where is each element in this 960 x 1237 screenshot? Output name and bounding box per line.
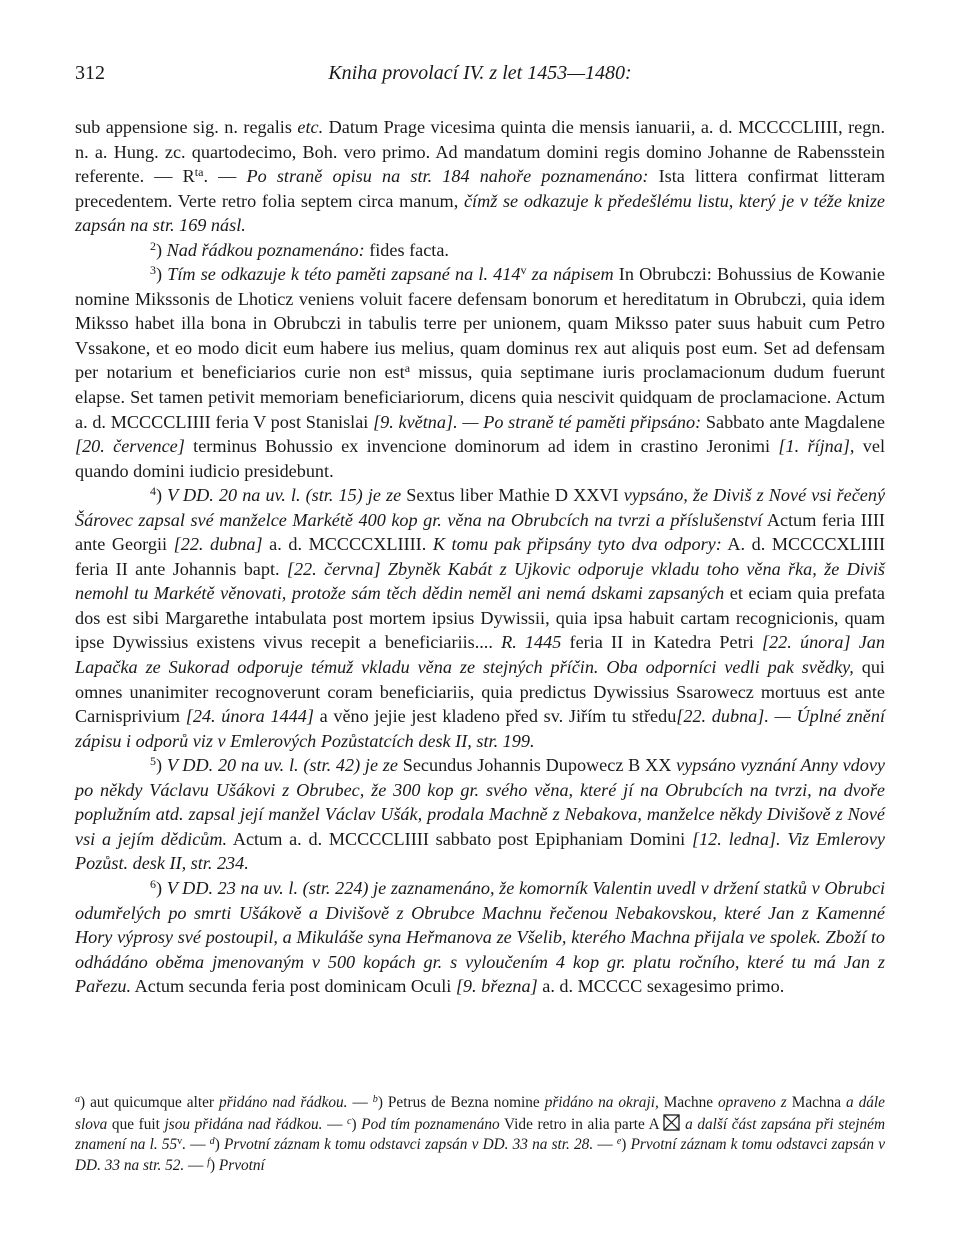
note-letter: c (347, 1115, 352, 1127)
footnote-marker: 4 (150, 484, 156, 499)
boxed-x-symbol-icon (663, 1114, 680, 1136)
critical-notes-paragraph: $^a$) aut quicumque alter přidáno nad řádkou. — $^b$) Petrus de Bezna nomine přidáno na okraji, Machne opraveno z Machna a dále slova que fuit jsou přidána nad řádkou. — $^c$) Pod tím poznamenáno Vide retro in alia parte A a další část zapsána při stejném znamení na l. 55$^v$. — $^d$) Prvotní záznam k tomu odstavci zapsán v DD. 33 na str. 28. — $^e$) Prvotní záznam k tomu odstavci zapsán v DD. 33 na str. 52. — $^f$) Prvotní (75, 1093, 886, 1174)
footnote-2: $^2$) Nad řádkou poznamenáno: fides facta. (150, 238, 449, 260)
footnote-5: $^5$) V DD. 20 na uv. l. (str. 42) je ze Secundus Johannis Dupowecz B XX vypsáno vyznání Anny vdovy po někdy Václavu Ušákovi z Obrubec, že 300 kop gr. svého věna, které jí na Obrubcích na tvrzi, na dvoře poplužním atd. zapsal její manžel Václav Ušák, prodala Machně z Nebakova, manželce někdy Divišově z Nové vsi a jejím dědicům. Actum a. d. MCCCCLIIII sabbato post Epiphaniam Domini [12. ledna]. Viz Emlerovy Pozůst. desk II, str. 234. (75, 754, 886, 874)
text-critical-notes (75, 1093, 885, 1176)
note-letter: d (209, 1135, 215, 1147)
note-letter: a (75, 1093, 81, 1105)
continued-footnote: sub appensione sig. n. regalis etc. Datum Prage vicesima quinta die mensis ianuarii, a. d. MCCCCLIIII, regn. n. a. Hung. zc. quartodecimo, Boh. vero primo. Ad mandatum domini regis domino Johanne de Rabensstein referente. — $R^{ta}$. — Po straně opisu na str. 184 nahoře poznamenáno: Ista littera confirmat litteram precedentem. Verte retro folia septem circa manum, čímž se odkazuje k předešlému listu, který je v téže knize zapsán na str. 169 násl. (75, 117, 886, 236)
footnote-6: $^6$) V DD. 23 na uv. l. (str. 224) je zaznamenáno, že komorník Valentin uvedl v držení statků v Obrubci odumřelých po smrti Ušákově a Divišově z Obrubce Machnu řečenou Nebakovskou, které Jan z Kamenné Hory výprosy své postoupil, a Mikuláše syna Heřmanova ze Všelib, kterého Machna přijala ve spolek. Zboží to odhádáno oběma jmenovaným v 500 kopách gr. s vyloučením 4 kop gr. platu ročního, které tu má Jan z Pařezu. Actum secunda feria post dominicam Oculi [9. března] a. d. MCCCC sexagesimo primo. (75, 876, 885, 997)
note-letter: e (616, 1135, 622, 1147)
footnote-marker: 5 (150, 754, 156, 769)
footnotes-body (75, 115, 885, 999)
footnote-3: $^3$) Tím se odkazuje k této paměti zapsané na l. 414$^v$ za nápisem In Obrubczi: Bohussius de Kowanie nomine Mikssonis de Lhoticz veniens voluit facere defensam bonorum et hereditatum in Obrubczi, quia idem Miksso habet illa bona in Obrubczi in tabulis terre per unionem, quam Miksso pater suus habuit cum Petro Vssakone, et eo modo dicit eum habere ius melius, quam dominus rex aut aliquis post eum. Set ad defensam per notarium et beneficiarios curie non est$^a$ missus, quia septimane iuris proclamacionum dudum fuerunt elapse. Set tamen petivit memoriam beneficiariorum, dicens quia nescivit quidquam de proclamacione. Actum a. d. MCCCCLIIII feria V post Stanislai [9. května]. — Po straně té paměti připsáno: Sabbato ante Magdalene [20. července] terminus Bohussio ex invencione dominorum ad idem in crastino Jeronimi [1. října], vel quando domini iudicio presidebunt. (75, 263, 886, 481)
page-header (75, 62, 885, 88)
footnote-marker: 3 (150, 263, 156, 278)
running-title: Kniha provolací IV. z let 1453—1480: (328, 62, 632, 84)
footnote-marker: 2 (150, 238, 156, 253)
footnote-marker: 6 (150, 876, 156, 891)
page-number: 312 (75, 62, 105, 84)
note-letter: b (372, 1093, 378, 1105)
note-letter: f (207, 1156, 210, 1168)
footnote-4: $^4$) V DD. 20 na uv. l. (str. 15) je ze Sextus liber Mathie D XXVI vypsáno, že Diviš z Nové vsi řečený Šárovec zapsal své manželce Markétě 400 kop gr. věna na Obrubcích na tvrzi a příslušenství Actum feria IIII ante Georgii [22. dubna] a. d. MCCCCXLIIII. K tomu pak připsány tyto dva odpory: A. d. MCCCCXLIIII feria II ante Johannis bapt. [22. června] Zbyněk Kabát z Ujkovic odporuje vkladu toho věna řka, že Diviš nemohl tu Markétě věnovati, protože sám těch dědin neměl ani nemá dskami zapsaných et eciam quia prefata dos est sibi Margarethe intabulata post mortem ipsius Dywissii, quia ipsa habuit cartam recognicionis, quam ipse Dywissius existens vivus recepit a beneficiariis.... R. 1445 feria II in Katedra Petri [22. února] Jan Lapačka ze Sukorad odporuje témuž vkladu věna ze stejných příčin. Oba odporníci vedli pak svědky, qui omnes unanimiter recognoverunt coram beneficiariis, quia predictus Dywissius Ssarowecz mortuus est ante Carnisprivium [24. února 1444] a věno jejie jest kladeno před sv. Jiřím tu středu[22. dubna]. — Úplné znění zápisu i odporů viz v Emlerových Pozůstatcích desk II, str. 199. (75, 484, 886, 751)
